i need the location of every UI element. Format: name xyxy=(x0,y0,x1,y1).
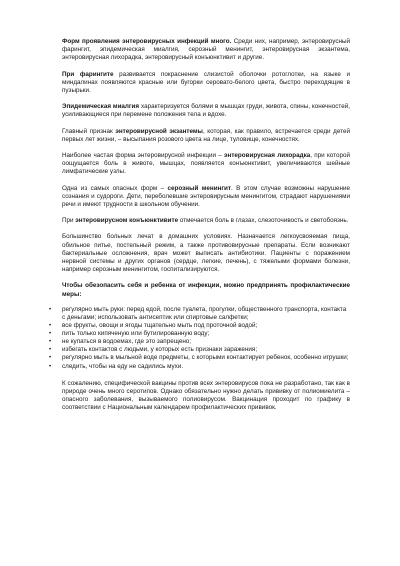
paragraph-fever xyxy=(62,152,350,177)
paragraph-myalgia xyxy=(62,103,350,119)
list-item: • следить, чтобы на еду не садились мухи. xyxy=(49,362,184,370)
body-text: отмечается боль в глазах, слезоточивость и светобоязнь. xyxy=(178,217,349,225)
list-item: • все фрукты, овощи и ягоды тщательно мыть под проточной водой; xyxy=(49,322,258,330)
list-item: • не купаться в водоемах, где это запрещено; xyxy=(49,338,192,346)
pre-text: При xyxy=(62,217,76,225)
lead-text: Чтобы обезопасить себя и ребенка от инфекции, можно предпринять профилактические меры: xyxy=(62,282,350,298)
pre-text: Одна из самых опасных форм – xyxy=(62,184,168,192)
paragraph-conjunctivitis xyxy=(62,217,350,225)
lead-text: При фарингите xyxy=(62,70,114,78)
paragraph-exanthema xyxy=(62,128,350,144)
lead-text: серозный менингит xyxy=(167,184,231,192)
lead-text: энтеровирусной экзантемы xyxy=(115,127,203,135)
lead-text: энтеровирусная лихорадка xyxy=(224,152,311,160)
paragraph-forms xyxy=(62,38,350,63)
paragraph-vaccination xyxy=(62,380,350,413)
list-item: • избегать контактов с людьми, у которых есть признаки заражения; xyxy=(49,346,258,354)
bullet-icon: • xyxy=(49,355,52,362)
list-item: • регулярно мыть руки: перед едой, после туалета, прогулки, общественного транспорта, контакта с деньгами; использовать антисептик или спиртовые салфетки; xyxy=(49,305,347,321)
bullet-icon: • xyxy=(49,339,52,346)
body-text: К сожалению, специфической вакцины против всех энтеровирусов пока не разработано, так как в природе очень много серотипов. Однако обязательно нужно делать прививку от полиомиелита – опасного заболевания, вызываемого полиовирусом. Вакцинация проходит по графику в соответствии с Национальным календарем профилактических прививок. xyxy=(62,379,350,412)
body-text: , при которой оощущается боль в животе, мышцах, появляется конъюнктивит, увеличиваются шейные лимфатические узлы. xyxy=(62,152,350,176)
body-text: Большинство больных лечат в домашних условиях. Назначается легкоусвояемая пища, обильное питье, постельный режим, а также противовирусные препараты. Если возникают бактериальные осложнения, врач может выписать антибиотики. Пациенты с поражением нервной системы и других органов (сердце, легкие, печень), с тяжелыми формами болезни, например серозным менингитом, госпитализируются. xyxy=(62,233,350,274)
lead-text: Форм проявления энтеровирусных инфекций много. xyxy=(62,38,232,45)
prevention-list xyxy=(49,305,350,371)
lead-text: Эпидемическая миалгия xyxy=(62,103,140,111)
list-item: • регулярно мыть в мыльной воде предметы, с которыми контактирует ребенок, особенно игрушки; xyxy=(49,354,349,362)
body-text: характеризуется болями в мышцах груди, живота, спины, конечностей, усиливающиеся при перемене положения тела и вдохе. xyxy=(62,103,350,119)
bullet-icon: • xyxy=(49,347,52,354)
bullet-icon: • xyxy=(49,323,52,330)
bullet-icon: • xyxy=(49,363,52,370)
bullet-icon: • xyxy=(49,306,52,313)
paragraph-prevention-heading xyxy=(62,282,350,298)
body-text: . В этом случае возможны нарушение сознания и судороги. Дети, переболевшие энтеровирусным менингитом, страдают нарушениями речи и имеют трудности в школьном обучении. xyxy=(62,184,350,209)
pre-text: Наиболее частая форма энтеровирусной инфекции – xyxy=(62,152,225,160)
body-text: развивается покраснение слизистой оболочки ротоглотки, на языке и миндалинах появляются красные или бугорки серовато-белого цвета, быстро переходящие в пузырьки. xyxy=(62,70,350,95)
list-item: • пить только кипяченую или бутилированную воду; xyxy=(49,330,210,338)
lead-text: энтеровирусном конъюнктивите xyxy=(75,217,179,225)
bullet-icon: • xyxy=(49,331,52,338)
paragraph-meningitis xyxy=(62,185,350,210)
paragraph-pharyngitis xyxy=(62,71,350,96)
pre-text: Главный признак xyxy=(62,127,116,135)
paragraph-treatment xyxy=(62,233,350,274)
body-text: , которая, как правило, встречается среди детей первых лет жизни, – высыпания розового цвета на лице, туловище, конечностях. xyxy=(62,127,350,143)
body-text: Среди них, например, энтеровирусный фарингит, эпидемическая миалгия, серозный менингит, энтеровирусная экзантема, энтеровирусная лихорадка, энтеровирусный конъюнктивит и другие. xyxy=(62,38,350,62)
